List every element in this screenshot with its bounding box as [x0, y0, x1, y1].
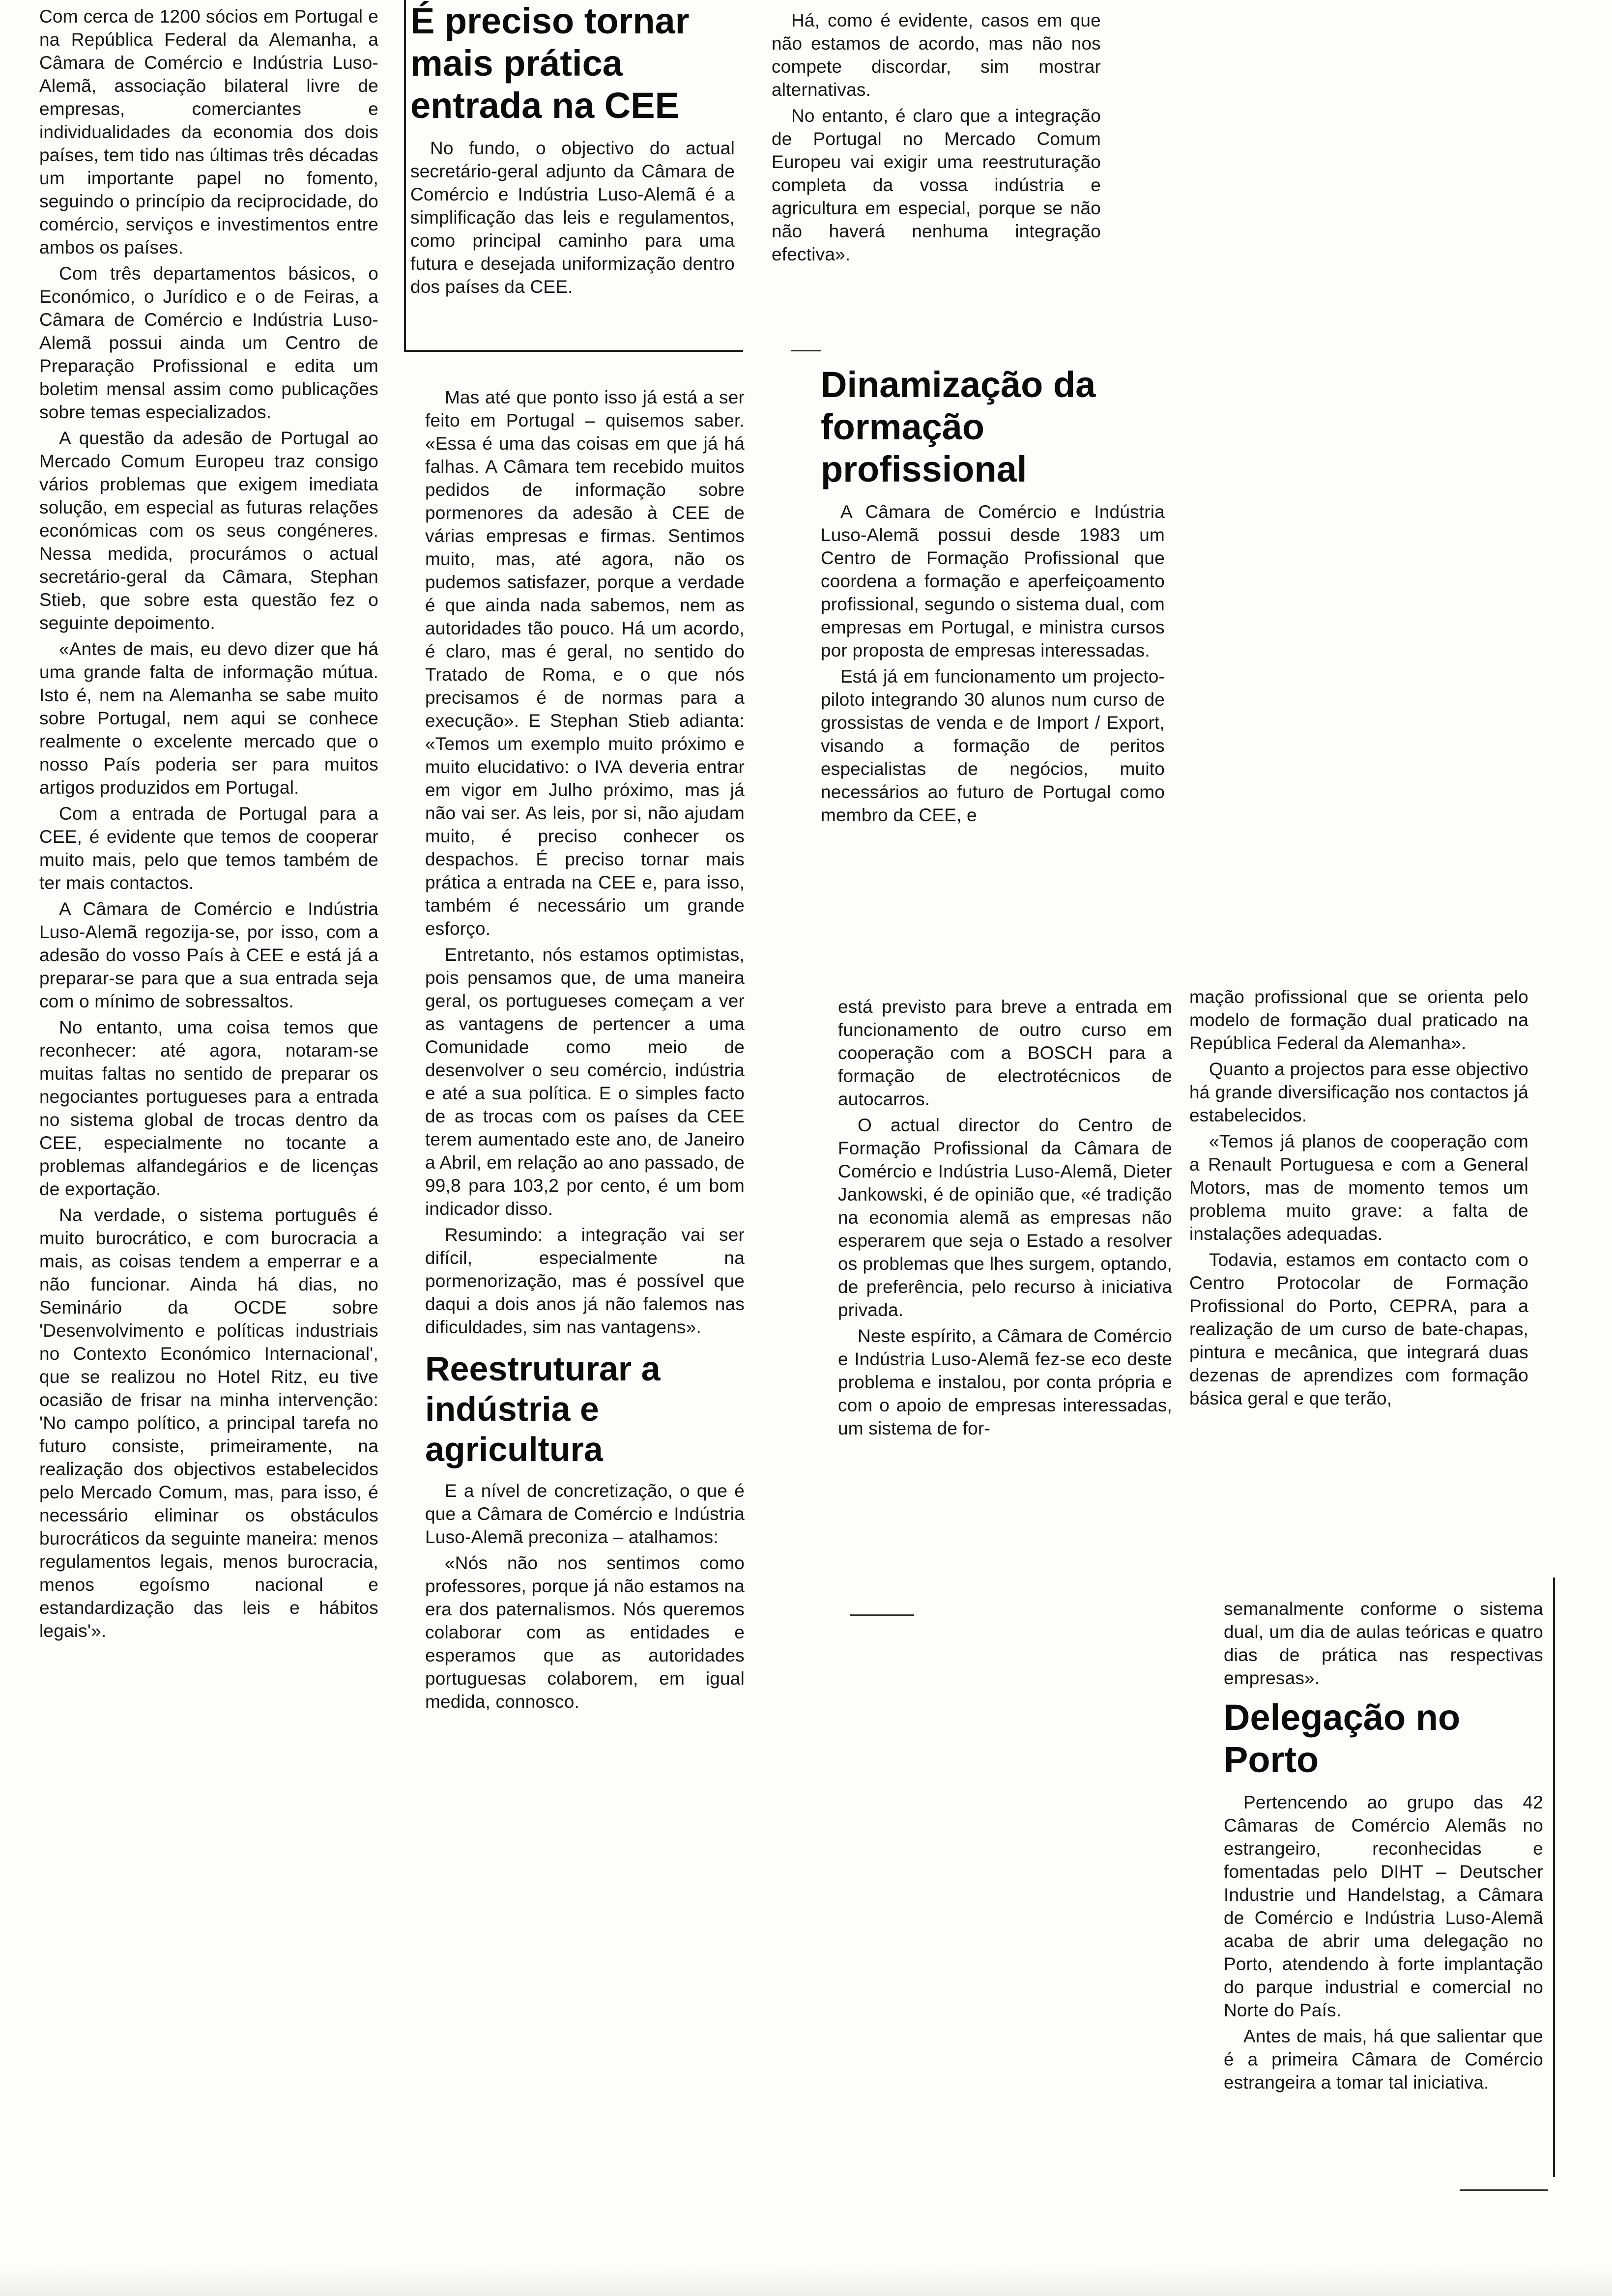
- col3-lower-paragraph-1: está previsto para breve a entrada em funcionamento de outro curso em cooperação com a BOSCH para a formação de electrotécnicos de autocarros.: [838, 997, 1172, 1109]
- col4-heading: Delegação no Porto: [1224, 1697, 1461, 1780]
- col2-paragraph-4: E a nível de concretização, o que é que a Câmara de Comércio e Indústria Luso-Alemã preconiza – atalhamos:: [425, 1481, 745, 1547]
- col4-paragraph-5: semanalmente conforme o sistema dual, um dia de aulas teóricas e quatro dias de prática nas respectivas empresas».: [1224, 1599, 1543, 1688]
- col3-lower-end-mark: [850, 1614, 914, 1616]
- col3-heading: Dinamização da formação profissional: [821, 364, 1096, 489]
- column-4-lower: [1224, 1597, 1543, 2097]
- col2-paragraph-3: Resumindo: a integração vai ser difícil, especialmente na pormenorização, mas é possível que daqui a dois anos já não falemos nas dificuldades, sim nas vantagens».: [425, 1225, 745, 1337]
- col3-lower-paragraph-3: Neste espírito, a Câmara de Comércio e Indústria Luso-Alemã fez-se eco deste problema e instalou, por conta própria e com o apoio de empresas interessadas, um sistema de for-: [838, 1326, 1172, 1438]
- col4-end-mark: [1460, 2189, 1548, 2191]
- col2-box-paragraph: No fundo, o objectivo do actual secretário-geral adjunto da Câmara de Comércio e Indústria Luso-Alemã é a simplificação das leis e regulamentos, como principal caminho para uma futura e desejada uniformização dentro dos países da CEE.: [410, 138, 735, 297]
- col2-heading-2: Reestruturar a indústria e agricultura: [425, 1349, 661, 1468]
- col4-box-right-rule: [1553, 1578, 1555, 2177]
- col4-paragraph-4: Todavia, estamos em contacto com o Centro Protocolar de Formação Profissional do Porto, CEPRA, para a realização de um curso de bate-chapas, pintura e mecânica, que integrará duas dezenas de aprendizes com formação básica geral e que terão,: [1189, 1250, 1528, 1408]
- scan-edge: [0, 2267, 1612, 2296]
- col3-paragraph-2: Está já em funcionamento um projecto-piloto integrando 30 alunos num curso de grossistas de venda e de Import / Export, visando a formação de peritos especialistas de negócios, muito necessários ao futuro de Portugal como membro da CEE, e: [821, 666, 1165, 825]
- col3-lower-paragraph-2: O actual director do Centro de Formação Profissional da Câmara de Comércio e Indústria Luso-Alemã, Dieter Jankowski, é de opinião que, «é tradição na economia alemã as empresas não esperarem que seja o Estado a resolver os problemas que lhes surgem, optando, de preferência, pelo recurso à iniciativa privada.: [838, 1115, 1172, 1320]
- col4-paragraph-2: Quanto a projectos para esse objectivo há grande diversificação nos contactos já estabelecidos.: [1189, 1059, 1528, 1125]
- col3-end-mark: [791, 350, 821, 351]
- column-3-lower: [838, 995, 1172, 1443]
- col3-top-paragraph-2: No entanto, é claro que a integração de Portugal no Mercado Comum Europeu vai exigir uma reestruturação completa da vossa indústria e agricultura em especial, porque se não não haverá nenhuma integração efectiva».: [772, 106, 1101, 264]
- col4-paragraph-6: Pertencendo ao grupo das 42 Câmaras de Comércio Alemãs no estrangeiro, reconhecidas e fomentadas pelo DIHT – Deutscher Industrie und Handelstag, a Câmara de Comércio e Indústria Luso-Alemã acaba de abrir uma delegação no Porto, atendendo à forte implantação do parque industrial e comercial no Norte do País.: [1224, 1792, 1543, 2020]
- col4-paragraph-7: Antes de mais, há que salientar que é a primeira Câmara de Comércio estrangeira a tomar tal iniciativa.: [1224, 2026, 1543, 2093]
- col4-paragraph-1: mação profissional que se orienta pelo modelo de formação dual praticado na República Federal da Alemanha».: [1189, 987, 1528, 1053]
- col1-paragraph-3: A questão da adesão de Portugal ao Mercado Comum Europeu traz consigo vários problemas que exigem imediata solução, em especial as futuras relações económicas com os seus congéneres. Nessa medida, procurámos o actual secretário-geral da Câmara, Stephan Stieb, que sobre esta questão fez o seguinte depoimento.: [39, 428, 378, 633]
- column-2: [425, 386, 745, 1716]
- col1-paragraph-2: Com três departamentos básicos, o Económico, o Jurídico e o de Feiras, a Câmara de Comércio e Indústria Luso-Alemã possui ainda um Centro de Preparação Profissional e edita um boletim mensal assim como publicações sobre temas especializados.: [39, 263, 378, 422]
- col2-paragraph-1: Mas até que ponto isso já está a ser feito em Portugal – quisemos saber. «Essa é uma das coisas em que já há falhas. A Câmara tem recebido muitos pedidos de informação sobre pormenores da adesão à CEE de várias empresas e firmas. Sentimos muito, mas, até agora, não os pudemos satisfazer, porque a verdade é que ainda nada sabemos, nem as autoridades tão pouco. Há um acordo, é claro, mas é geral, no sentido do Tratado de Roma, e o que nós precisamos é de normas para a execução». E Stephan Stieb adianta: «Temos um exemplo muito próximo e muito elucidativo: o IVA deveria entrar em vigor em Julho próximo, mas já não vai ser. As leis, por si, não ajudam muito, é preciso conhecer os despachos. É preciso tornar mais prática a entrada na CEE e, para isso, também é necessário um grande esforço.: [425, 387, 745, 939]
- col1-paragraph-7: No entanto, uma coisa temos que reconhecer: até agora, notaram-se muitas faltas no sentido de preparar os negociantes portugueses para a entrada no sistema global de trocas dentro da CEE, especialmente no tocante a problemas alfandegários e de licenças de exportação.: [39, 1017, 378, 1199]
- column-3-top: [772, 9, 1101, 269]
- col4-paragraph-3: «Temos já planos de cooperação com a Renault Portuguesa e com a General Motors, mas de momento temos um problema muito grave: a falta de instalações adequadas.: [1189, 1131, 1528, 1244]
- column-2-box: [410, 0, 735, 301]
- column-1: [39, 5, 378, 1645]
- col1-paragraph-8: Na verdade, o sistema português é muito burocrático, e com burocracia a mais, as coisas tendem a emperrar e a não funcionar. Ainda há dias, no Seminário da OCDE sobre 'Desenvolvimento e políticas industriais no Contexto Económico Internacional', que se realizou no Hotel Ritz, eu tive ocasião de frisar na minha intervenção: 'No campo político, a principal tarefa no futuro consiste, primeiramente, na realização dos objectivos estabelecidos pelo Mercado Comum, mas, para isso, é necessário eliminar os obstáculos burocráticos da seguinte maneira: menos regulamentos legais, menos burocracia, menos egoísmo nacional e estandardização das leis e hábitos legais'».: [39, 1205, 378, 1641]
- box-bottom-rule: [404, 350, 743, 352]
- col1-paragraph-5: Com a entrada de Portugal para a CEE, é evidente que temos de cooperar muito mais, pelo que temos também de ter mais contactos.: [39, 804, 378, 893]
- col3-paragraph-1: A Câmara de Comércio e Indústria Luso-Alemã possui desde 1983 um Centro de Formação Profissional que coordena a formação e aperfeiçoamento profissional, segundo o sistema dual, com empresas em Portugal, e ministra cursos por proposta de empresas interessadas.: [821, 502, 1165, 660]
- col1-paragraph-1: Com cerca de 1200 sócios em Portugal e na República Federal da Alemanha, a Câmara de Comércio e Indústria Luso-Alemã, associação bilateral livre de empresas, comerciantes e individualidades da economia dos dois países, tem tido nas últimas três décadas um importante papel no fomento, seguindo o princípio da reciprocidade, do comércio, serviços e investimentos entre ambos os países.: [39, 6, 378, 258]
- col2-paragraph-2: Entretanto, nós estamos optimistas, pois pensamos que, de uma maneira geral, os portugueses começam a ver as vantagens de pertencer a uma Comunidade como meio de desenvolver o seu comércio, indústria e até a sua política. E o simples facto de as trocas com os países da CEE terem aumentado este ano, de Janeiro a Abril, em relação ao ano passado, de 99,8 para 103,2 por cento, é um bom indicador disso.: [425, 945, 745, 1219]
- box-left-rule: [404, 0, 406, 351]
- col3-top-paragraph-1: Há, como é evidente, casos em que não estamos de acordo, mas não nos compete discordar, sim mostrar alternativas.: [772, 10, 1101, 100]
- col2-heading: É preciso tornar mais prática entrada na CEE: [410, 0, 690, 126]
- col1-paragraph-6: A Câmara de Comércio e Indústria Luso-Alemã regozija-se, por isso, com a adesão do vosso País à CEE e está já a preparar-se para que a sua entrada seja com o mínimo de sobressaltos.: [39, 899, 378, 1011]
- column-4: [1189, 985, 1528, 1413]
- column-3: [821, 364, 1165, 830]
- col1-paragraph-4: «Antes de mais, eu devo dizer que há uma grande falta de informação mútua. Isto é, nem na Alemanha se sabe muito sobre Portugal, nem aqui se conhece realmente o excelente mercado que o nosso País poderia ser para muitos artigos produzidos em Portugal.: [39, 639, 378, 798]
- col2-paragraph-5: «Nós não nos sentimos como professores, porque já não estamos na era dos paternalismos. Nós queremos colaborar com as entidades e esperamos que as autoridades portuguesas colaborem, em igual medida, connosco.: [425, 1553, 745, 1712]
